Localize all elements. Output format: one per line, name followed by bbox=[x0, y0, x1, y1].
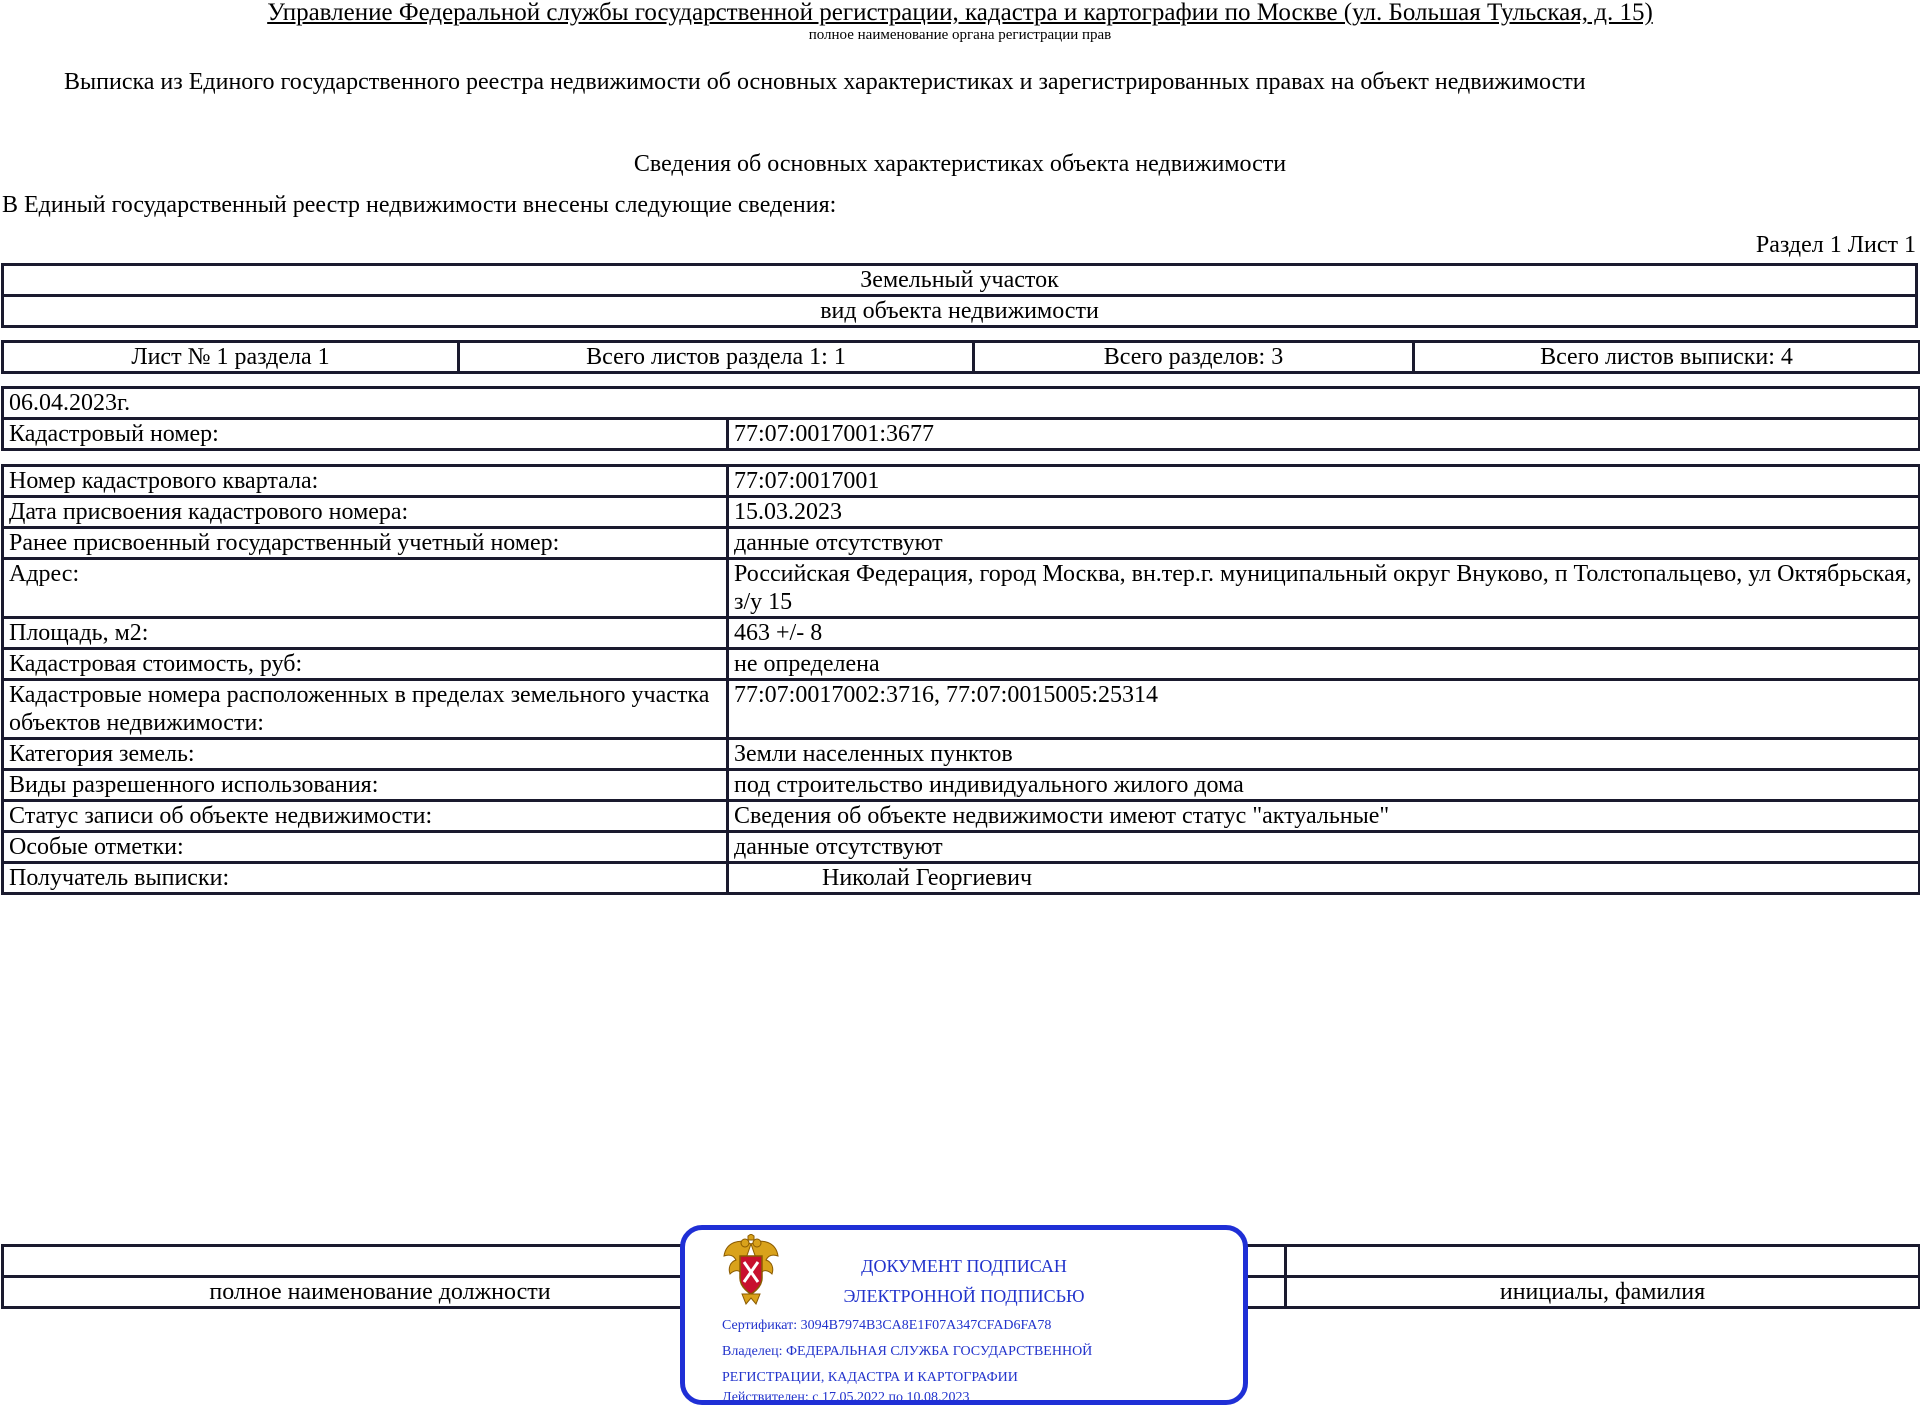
sheet-number: Лист № 1 раздела 1 bbox=[3, 342, 459, 373]
detail-row bbox=[3, 649, 1920, 680]
detail-value: Земли населенных пунктов bbox=[728, 739, 1920, 770]
detail-row bbox=[3, 618, 1920, 649]
position-caption: полное наименование должности bbox=[3, 1277, 758, 1308]
sections-total: Всего разделов: 3 bbox=[974, 342, 1414, 373]
position-cell bbox=[3, 1246, 758, 1277]
object-type: Земельный участок bbox=[3, 265, 1917, 296]
detail-value: 77:07:0017001 bbox=[728, 466, 1920, 497]
stamp-title-line-2: ЭЛЕКТРОННОЙ ПОДПИСЬЮ bbox=[843, 1286, 1085, 1306]
electronic-signature-stamp bbox=[680, 1225, 1248, 1405]
stamp-owner-line-1: Владелец: ФЕДЕРАЛЬНАЯ СЛУЖБА ГОСУДАРСТВЕННОЙ bbox=[722, 1344, 1093, 1359]
detail-value: данные отсутствуют bbox=[728, 528, 1920, 559]
detail-label: Дата присвоения кадастрового номера: bbox=[3, 497, 728, 528]
detail-label: Площадь, м2: bbox=[3, 618, 728, 649]
section-sheet-label: Раздел 1 Лист 1 bbox=[1755, 232, 1916, 258]
characteristics-table bbox=[1, 464, 1920, 895]
registration-authority-name: Управление Федеральной службы государственной регистрации, кадастра и картографии по Москве (ул. Большая Тульская, д. 15) bbox=[267, 0, 1653, 26]
detail-row bbox=[3, 770, 1920, 801]
section-title: Сведения об основных характеристиках объекта недвижимости bbox=[633, 151, 1287, 177]
detail-value: данные отсутствуют bbox=[728, 832, 1920, 863]
section-sheets-total: Всего листов раздела 1: 1 bbox=[459, 342, 974, 373]
detail-label: Категория земель: bbox=[3, 739, 728, 770]
cadastral-number-value: 77:07:0017001:3677 bbox=[728, 419, 1920, 450]
sheets-info-table bbox=[1, 340, 1920, 374]
detail-row bbox=[3, 801, 1920, 832]
name-cell bbox=[1286, 1246, 1920, 1277]
document-title: Выписка из Единого государственного реестра недвижимости об основных характеристиках и зарегистрированных правах на объект недвижимости bbox=[64, 69, 1586, 95]
detail-value: 15.03.2023 bbox=[728, 497, 1920, 528]
stamp-validity: Действителен: с 17.05.2022 по 10.08.2023 bbox=[722, 1390, 970, 1405]
detail-row bbox=[3, 863, 1920, 894]
detail-label: Номер кадастрового квартала: bbox=[3, 466, 728, 497]
extract-date: 06.04.2023г. bbox=[3, 388, 1920, 419]
name-caption: инициалы, фамилия bbox=[1286, 1277, 1920, 1308]
detail-value: 77:07:0017002:3716, 77:07:0015005:25314 bbox=[728, 680, 1920, 739]
detail-value: не определена bbox=[728, 649, 1920, 680]
registration-authority-caption: полное наименование органа регистрации прав bbox=[808, 27, 1112, 43]
detail-row bbox=[3, 466, 1920, 497]
extract-sheets-total: Всего листов выписки: 4 bbox=[1414, 342, 1920, 373]
object-type-caption: вид объекта недвижимости bbox=[3, 296, 1917, 327]
detail-value: под строительство индивидуального жилого дома bbox=[728, 770, 1920, 801]
intro-text: В Единый государственный реестр недвижимости внесены следующие сведения: bbox=[2, 192, 837, 218]
detail-value: Российская Федерация, город Москва, вн.тер.г. муниципальный округ Внуково, п Толстопальцево, ул Октябрьская, з/у 15 bbox=[728, 559, 1920, 618]
detail-label: Адрес: bbox=[3, 559, 728, 618]
stamp-title-line-1: ДОКУМЕНТ ПОДПИСАН bbox=[861, 1256, 1067, 1276]
stamp-owner-line-2: РЕГИСТРАЦИИ, КАДАСТРА И КАРТОГРАФИИ bbox=[722, 1370, 1018, 1385]
detail-value: Сведения об объекте недвижимости имеют статус "актуальные" bbox=[728, 801, 1920, 832]
detail-label: Получатель выписки: bbox=[3, 863, 728, 894]
detail-row bbox=[3, 832, 1920, 863]
detail-row bbox=[3, 559, 1920, 618]
detail-label: Статус записи об объекте недвижимости: bbox=[3, 801, 728, 832]
detail-label: Особые отметки: bbox=[3, 832, 728, 863]
detail-label: Кадастровые номера расположенных в пределах земельного участка объектов недвижимости: bbox=[3, 680, 728, 739]
detail-row bbox=[3, 528, 1920, 559]
detail-row bbox=[3, 497, 1920, 528]
detail-label: Виды разрешенного использования: bbox=[3, 770, 728, 801]
record-table bbox=[1, 386, 1920, 451]
detail-label: Ранее присвоенный государственный учетный номер: bbox=[3, 528, 728, 559]
detail-value: 463 +/- 8 bbox=[728, 618, 1920, 649]
object-type-table bbox=[1, 263, 1918, 328]
detail-label: Кадастровая стоимость, руб: bbox=[3, 649, 728, 680]
detail-value: Николай Георгиевич bbox=[728, 863, 1920, 894]
cadastral-number-label: Кадастровый номер: bbox=[3, 419, 728, 450]
stamp-certificate: Сертификат: 3094B7974B3CA8E1F07A347CFAD6FA78 bbox=[722, 1318, 1052, 1333]
detail-row bbox=[3, 680, 1920, 739]
detail-row bbox=[3, 739, 1920, 770]
